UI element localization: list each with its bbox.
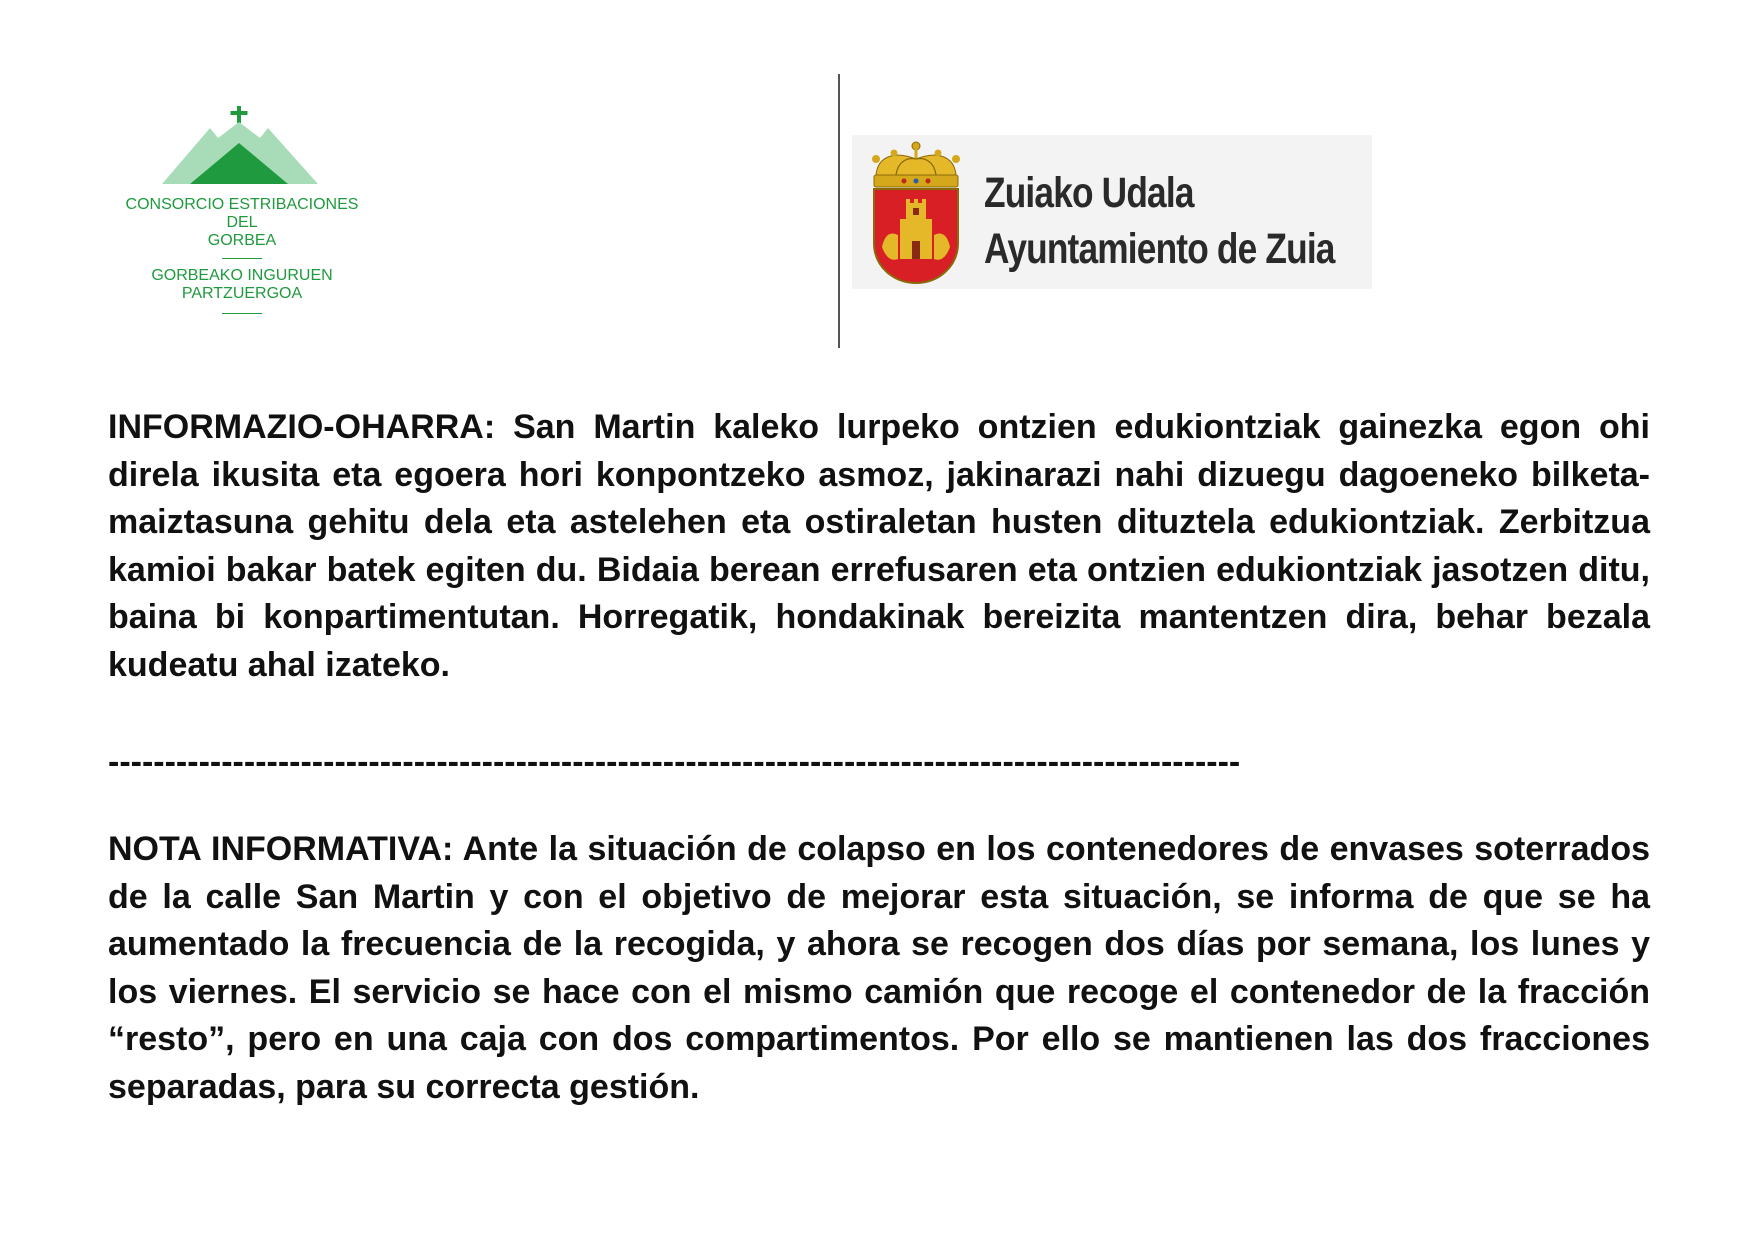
- dashed-separator: ----------------------------------------------------------------------------------------------------: [108, 743, 1241, 781]
- municipality-name: [984, 165, 1335, 277]
- spanish-note-label: NOTA INFORMATIVA:: [108, 830, 454, 868]
- logo-text-line5: PARTZUERGOA: [181, 285, 303, 302]
- logo-divider: [222, 258, 262, 259]
- zuia-logo: [852, 135, 1372, 289]
- header-vertical-divider: [838, 74, 840, 348]
- logo-text-line1: CONSORCIO ESTRIBACIONES: [125, 196, 359, 213]
- consorcio-text-block: [112, 196, 372, 322]
- spanish-note: [108, 826, 1650, 1111]
- logo-text-line3: GORBEA: [207, 232, 277, 249]
- logo-text-line2: DEL: [226, 214, 258, 231]
- municipality-name-spanish: Ayuntamiento de Zuia: [984, 225, 1335, 273]
- mountain-cross-icon: [112, 100, 372, 200]
- consorcio-gorbea-logo: [112, 100, 372, 330]
- logo-divider-bottom: [222, 313, 262, 314]
- basque-note: [108, 404, 1650, 689]
- municipality-name-basque: Zuiako Udala: [984, 169, 1194, 217]
- spanish-note-text: Ante la situación de colapso en los contenedores de envases soterrados de la calle San Martin y con el objetivo de mejorar esta situación, se informa de que se ha aumentado la frecuencia de la recogida, y ahora se recogen dos días por semana, los lunes y los viernes. El servicio se hace con el mismo camión que recoge el contenedor de la fracción “resto”, pero en una caja con dos compartimentos. Por ello se mantienen las dos fracciones separadas, para su correcta gestión.: [108, 830, 1650, 1106]
- basque-note-label: INFORMAZIO-OHARRA:: [108, 408, 496, 446]
- basque-note-text: San Martin kaleko lurpeko ontzien edukiontziak gainezka egon ohi direla ikusita eta egoera hori konpontzeko asmoz, jakinarazi nahi dizuegu dagoeneko bilketa-maiztasuna gehitu dela eta astelehen eta ostiraletan husten dituztela edukiontziak. Zerbitzua kamioi bakar batek egiten du. Bidaia berean errefusaren eta ontzien edukiontziak jasotzen ditu, baina bi konpartimentutan. Horregatik, hondakinak bereizita mantentzen dira, behar bezala kudeatu ahal izateko.: [108, 408, 1650, 684]
- logo-text-line4: GORBEAKO INGURUEN: [151, 267, 333, 284]
- coat-of-arms-icon: [856, 137, 976, 287]
